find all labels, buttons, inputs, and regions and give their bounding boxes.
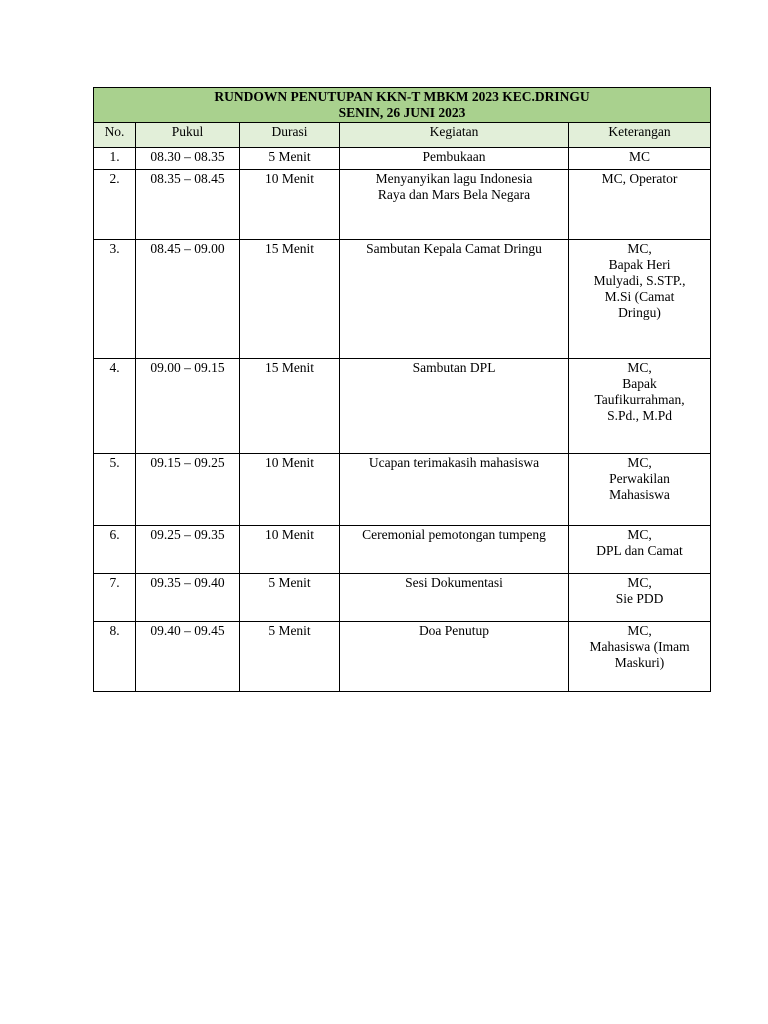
row-durasi: 10 Menit xyxy=(240,170,340,240)
header-durasi: Durasi xyxy=(240,123,340,148)
kegiatan-line: Ucapan terimakasih mahasiswa xyxy=(368,455,540,470)
keterangan-line: MC, Operator xyxy=(601,171,678,186)
row-no: 4. xyxy=(94,359,136,454)
row-kegiatan xyxy=(340,148,569,170)
row-durasi: 5 Menit xyxy=(240,622,340,692)
table-row xyxy=(94,454,711,526)
row-durasi: 5 Menit xyxy=(240,574,340,622)
header-pukul: Pukul xyxy=(136,123,240,148)
row-durasi: 10 Menit xyxy=(240,526,340,574)
row-pukul: 09.35 – 09.40 xyxy=(136,574,240,622)
row-keterangan xyxy=(569,170,711,240)
table-row xyxy=(94,148,711,170)
keterangan-line: Perwakilan xyxy=(609,471,670,486)
keterangan-line: S.Pd., M.Pd xyxy=(607,408,672,423)
table-row xyxy=(94,170,711,240)
row-kegiatan xyxy=(340,359,569,454)
row-pukul: 08.35 – 08.45 xyxy=(136,170,240,240)
table-title xyxy=(94,88,711,123)
row-kegiatan xyxy=(340,574,569,622)
kegiatan-line: Raya dan Mars Bela Negara xyxy=(377,187,531,202)
row-durasi: 15 Menit xyxy=(240,359,340,454)
title-line-2: SENIN, 26 JUNI 2023 xyxy=(338,105,466,120)
table-row xyxy=(94,359,711,454)
row-keterangan xyxy=(569,359,711,454)
row-keterangan xyxy=(569,574,711,622)
table-row xyxy=(94,622,711,692)
keterangan-line: MC, xyxy=(627,575,652,590)
row-pukul: 09.00 – 09.15 xyxy=(136,359,240,454)
table-row xyxy=(94,526,711,574)
row-pukul: 09.40 – 09.45 xyxy=(136,622,240,692)
keterangan-line: M.Si (Camat xyxy=(604,289,675,304)
keterangan-line: Bapak Heri xyxy=(608,257,671,272)
table-body xyxy=(94,148,711,692)
row-no: 3. xyxy=(94,240,136,359)
rundown-table xyxy=(93,87,711,692)
column-header-row xyxy=(94,123,711,148)
row-no: 8. xyxy=(94,622,136,692)
keterangan-line: MC, xyxy=(627,527,652,542)
keterangan-line: MC xyxy=(629,149,651,164)
kegiatan-line: Ceremonial pemotongan tumpeng xyxy=(362,527,546,542)
title-row xyxy=(94,88,711,123)
row-no: 5. xyxy=(94,454,136,526)
keterangan-line: Taufikurrahman, xyxy=(594,392,685,407)
kegiatan-line: Sambutan DPL xyxy=(412,360,496,375)
row-pukul: 09.15 – 09.25 xyxy=(136,454,240,526)
title-line-1: RUNDOWN PENUTUPAN KKN-T MBKM 2023 KEC.DRINGU xyxy=(214,89,590,104)
kegiatan-line: Pembukaan xyxy=(422,149,486,164)
row-durasi: 10 Menit xyxy=(240,454,340,526)
header-keterangan: Keterangan xyxy=(569,123,711,148)
row-kegiatan xyxy=(340,170,569,240)
kegiatan-line: Menyanyikan lagu Indonesia xyxy=(375,171,533,186)
row-no: 7. xyxy=(94,574,136,622)
row-durasi: 5 Menit xyxy=(240,148,340,170)
keterangan-line: Maskuri) xyxy=(614,655,665,670)
keterangan-line: Mahasiswa (Imam xyxy=(589,639,690,654)
row-durasi: 15 Menit xyxy=(240,240,340,359)
keterangan-line: Dringu) xyxy=(618,305,661,320)
table-row xyxy=(94,574,711,622)
row-kegiatan xyxy=(340,454,569,526)
row-keterangan xyxy=(569,454,711,526)
keterangan-line: MC, xyxy=(627,360,652,375)
keterangan-line: MC, xyxy=(627,241,652,256)
row-no: 6. xyxy=(94,526,136,574)
row-no: 1. xyxy=(94,148,136,170)
keterangan-line: MC, xyxy=(627,623,652,638)
row-keterangan xyxy=(569,622,711,692)
row-no: 2. xyxy=(94,170,136,240)
keterangan-line: Mulyadi, S.STP., xyxy=(593,273,686,288)
table-row xyxy=(94,240,711,359)
row-keterangan xyxy=(569,526,711,574)
kegiatan-line: Sambutan Kepala Camat Dringu xyxy=(366,241,542,256)
row-pukul: 08.30 – 08.35 xyxy=(136,148,240,170)
keterangan-line: MC, xyxy=(627,455,652,470)
kegiatan-line: Sesi Dokumentasi xyxy=(405,575,503,590)
row-kegiatan xyxy=(340,240,569,359)
row-kegiatan xyxy=(340,526,569,574)
row-pukul: 08.45 – 09.00 xyxy=(136,240,240,359)
row-keterangan xyxy=(569,148,711,170)
header-kegiatan: Kegiatan xyxy=(340,123,569,148)
row-pukul: 09.25 – 09.35 xyxy=(136,526,240,574)
keterangan-line: Sie PDD xyxy=(615,591,664,606)
keterangan-line: Mahasiswa xyxy=(609,487,670,502)
keterangan-line: Bapak xyxy=(622,376,657,391)
keterangan-line: DPL dan Camat xyxy=(596,543,683,558)
row-keterangan xyxy=(569,240,711,359)
row-kegiatan xyxy=(340,622,569,692)
kegiatan-line: Doa Penutup xyxy=(418,623,490,638)
header-no: No. xyxy=(94,123,136,148)
